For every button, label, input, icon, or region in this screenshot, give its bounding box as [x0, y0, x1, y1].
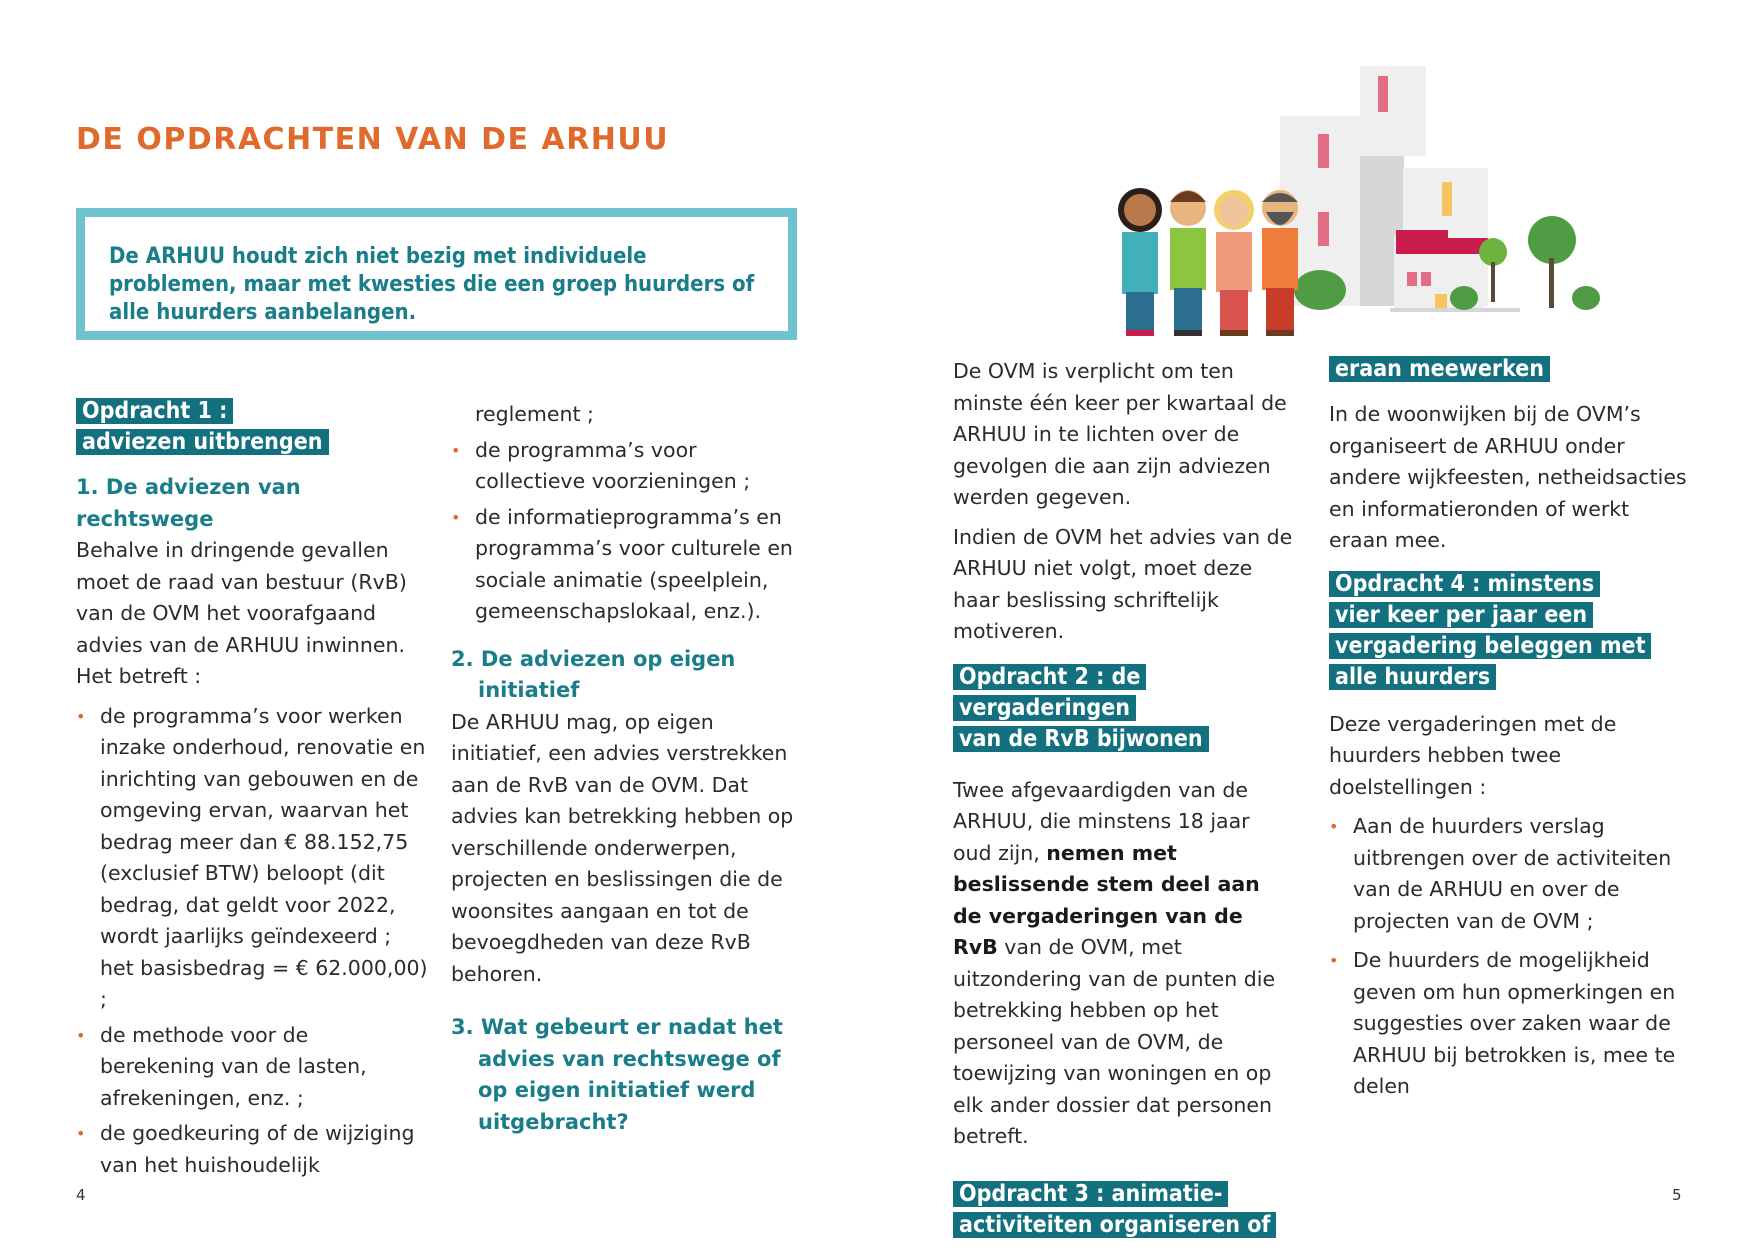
- bullet-continued: [451, 399, 803, 431]
- page-title: DE OPDRACHTEN VAN DE ARHUU: [76, 122, 670, 157]
- column-1: [76, 396, 428, 1185]
- intro-box: [76, 208, 797, 340]
- list-item: • Aan de huurders verslag uitbrengen over de activiteiten van de ARHUU en over de projecten van de OVM ;: [1329, 811, 1689, 937]
- paragraph-ovm-verplicht: De OVM is verplicht om ten minste één keer per kwartaal de ARHUU in te lichten over de gevolgen die aan zijn adviezen werden gegeven.: [953, 359, 1287, 509]
- list-item: reglement ;: [475, 402, 594, 426]
- opdracht-1-tag: Opdracht 1 : adviezen uitbrengen: [76, 396, 428, 458]
- heading-adviezen-rechtswege: 1. De adviezen van rechtswege: [76, 475, 301, 531]
- paragraph-advies-niet-volgt: Indien de OVM het advies van de ARHUU niet volgt, moet deze haar beslissing schriftelijk motiveren.: [953, 524, 1293, 643]
- list-item: • de methode voor de berekening van de lasten, afrekeningen, enz. ;: [76, 1020, 428, 1115]
- column-2: [451, 399, 803, 1138]
- list-item: • de informatieprogramma’s en programma’s voor culturele en sociale animatie (speelplein, gemeenschapslokaal, enz.).: [451, 502, 803, 628]
- paragraph-eigen-initiatief: De ARHUU mag, op eigen initiatief, een advies verstrekken aan de RvB van de OVM. Dat advies kan betrekking hebben op verschillende onderwerpen, projecten en beslissingen die de woonsites aangaan en tot de bevoegdheden van deze RvB behoren.: [451, 709, 794, 986]
- paragraph-woonwijken: In de woonwijken bij de OVM’s organiseert de ARHUU onder andere wijkfeesten, netheidsacties en informatieronden of werkt eraan mee.: [1329, 402, 1687, 552]
- list-item: • de programma’s voor werken inzake onderhoud, renovatie en inrichting van gebouwen en de omgeving ervan, waarvan het bedrag meer dan € 88.152,75 (exclusief BTW) beloopt (dit bedrag, dat geldt voor 2022, wordt jaarlijks geïndexeerd ; het basisbedrag = € 62.000,00) ;: [76, 701, 428, 1016]
- opdracht-4-tag: Opdracht 4 : minstens vier keer per jaar een vergadering beleggen met alle huurders: [1329, 569, 1689, 693]
- opdracht-2-tag: Opdracht 2 : de vergaderingen van de RvB bijwonen: [953, 662, 1293, 755]
- bullet-list-2: [451, 435, 803, 628]
- bullet-list-1: [76, 701, 428, 1182]
- list-item: • de goedkeuring of de wijziging van het huishoudelijk: [76, 1118, 428, 1181]
- heading-wat-gebeurt: 3. Wat gebeurt er nadat het advies van rechtswege of op eigen initiatief werd uitgebracht?: [451, 1015, 783, 1134]
- paragraph-rechtswege: Behalve in dringende gevallen moet de raad van bestuur (RvB) van de OVM het voorafgaand advies van de ARHUU inwinnen. Het betreft :: [76, 538, 407, 688]
- list-item: • De huurders de mogelijkheid geven om hun opmerkingen en suggesties over zaken waar de ARHUU bij betrokken is, mee te delen: [1329, 945, 1689, 1103]
- column-4: [1329, 354, 1689, 1107]
- paragraph-vergaderingen: Deze vergaderingen met de huurders hebben twee doelstellingen :: [1329, 711, 1617, 799]
- page-number-left: 4: [76, 1186, 86, 1204]
- bullet-list-4: [1329, 811, 1689, 1103]
- list-item: • de programma’s voor collectieve voorzieningen ;: [451, 435, 803, 498]
- intro-text: De ARHUU houdt zich niet bezig met individuele problemen, maar met kwesties die een groep huurders of alle huurders aanbelangen.: [109, 244, 755, 325]
- heading-eigen-initiatief: 2. De adviezen op eigen initiatief: [451, 646, 736, 702]
- paragraph-afgevaardigden: Twee afgevaardigden van de ARHUU, die minstens 18 jaar oud zijn, nemen met beslissende stem deel aan de vergaderingen van de RvB van de OVM, met uitzondering van de punten die betrekking hebben op het personeel van de OVM, de toewijzing van woningen en op elk ander dossier dat personen betreft.: [953, 777, 1276, 1148]
- page-number-right: 5: [1672, 1186, 1682, 1204]
- opdracht-3-tag: Opdracht 3 : animatie- activiteiten organiseren of: [953, 1179, 1293, 1241]
- people-and-buildings-illustration: [1090, 62, 1610, 337]
- opdracht-3-tag-continued: eraan meewerken: [1329, 354, 1689, 385]
- column-3: [953, 356, 1293, 1255]
